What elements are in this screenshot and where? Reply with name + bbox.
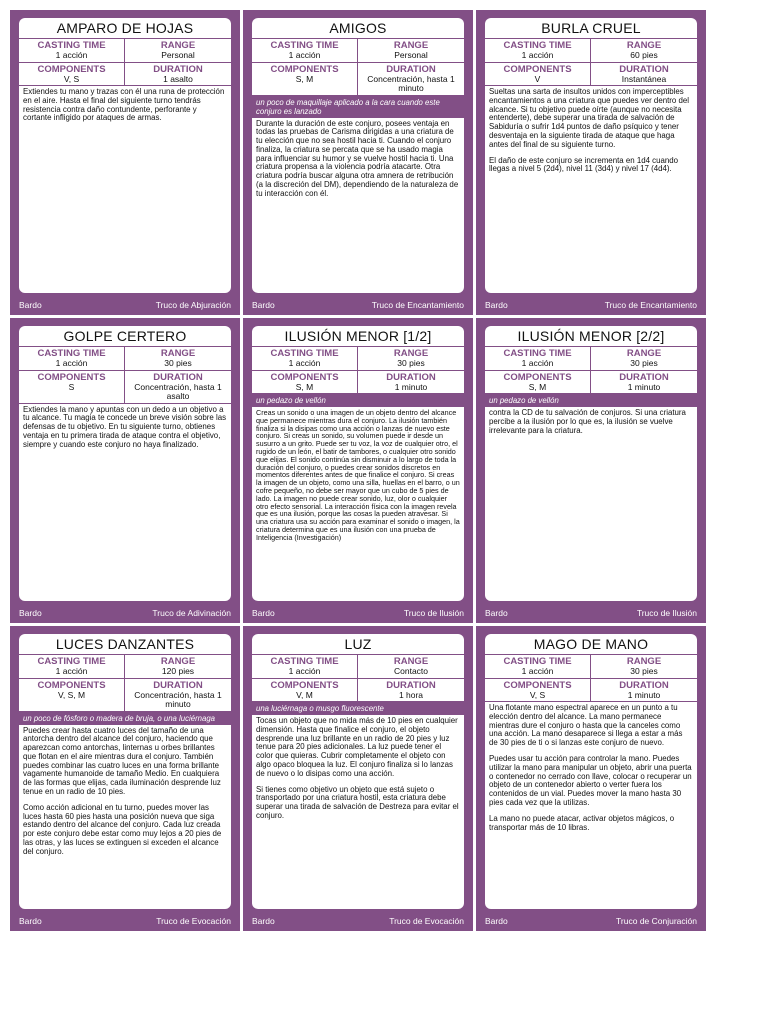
spell-class: Bardo bbox=[19, 608, 42, 618]
spell-title: ILUSIÓN MENOR [1/2] bbox=[252, 326, 464, 347]
spell-class: Bardo bbox=[485, 608, 508, 618]
card-footer bbox=[485, 297, 697, 313]
spell-class: Bardo bbox=[485, 916, 508, 926]
duration-cell bbox=[358, 63, 464, 96]
spell-card bbox=[243, 10, 473, 315]
casting-time-value: 1 acción bbox=[521, 358, 554, 368]
spell-title: AMPARO DE HOJAS bbox=[19, 18, 231, 39]
card-face bbox=[485, 326, 697, 601]
spell-card bbox=[476, 626, 706, 931]
spell-stats bbox=[19, 39, 231, 86]
spell-card bbox=[476, 10, 706, 315]
spell-school: Truco de Ilusión bbox=[636, 608, 697, 618]
spell-title: MAGO DE MANO bbox=[485, 634, 697, 655]
spell-stats bbox=[485, 655, 697, 702]
components-value: S, M bbox=[295, 381, 314, 392]
duration-value: 1 minuto bbox=[627, 689, 661, 700]
components-value: S, M bbox=[528, 381, 547, 392]
spell-class: Bardo bbox=[252, 916, 275, 926]
spell-stats bbox=[19, 347, 231, 404]
range-cell bbox=[358, 655, 464, 679]
spell-description bbox=[19, 725, 231, 857]
casting-time-cell bbox=[19, 39, 125, 63]
duration-value: Concentración, hasta 1 asalto bbox=[134, 381, 222, 401]
card-footer bbox=[252, 605, 464, 621]
spell-description bbox=[485, 86, 697, 174]
spell-stats bbox=[485, 347, 697, 394]
spell-school: Truco de Evocación bbox=[156, 916, 231, 926]
components-cell bbox=[485, 63, 591, 87]
range-cell bbox=[591, 39, 697, 63]
spell-description bbox=[19, 404, 231, 450]
casting-time-value: 1 acción bbox=[288, 358, 321, 368]
description-paragraph: Una flotante mano espectral aparece en un punto a tu elección dentro del alcance. La mano permanece mientras dure el conjuro o hasta que la canceles como una acción. La mano desaparece si llega a estar a más de 30 pies de ti o si lanzas este conjuro de nuevo. bbox=[489, 703, 683, 748]
description-paragraph: Puedes usar tu acción para controlar la mano. Puedes utilizar la mano para manipular un objeto, abrir una puerta o contenedor no cerrado con llave, colocar o recuperar un objeto de un contenedor abierto o verter fuera los contenidos de un vial. Puedes mover la mano hasta 30 pies cada vez que la utilizas. bbox=[489, 753, 692, 807]
range-label: RANGE bbox=[393, 348, 429, 359]
spell-description bbox=[252, 715, 464, 821]
duration-label: DURATION bbox=[619, 371, 669, 383]
components-cell bbox=[485, 679, 591, 703]
card-face bbox=[485, 18, 697, 293]
duration-cell bbox=[125, 63, 231, 87]
range-value: 30 pies bbox=[630, 358, 658, 368]
components-label: COMPONENTS bbox=[503, 63, 572, 75]
casting-time-value: 1 acción bbox=[521, 50, 554, 60]
components-label: COMPONENTS bbox=[503, 371, 572, 383]
duration-value: 1 minuto bbox=[394, 381, 428, 392]
duration-cell bbox=[358, 679, 464, 703]
casting-time-label: CASTING TIME bbox=[270, 40, 339, 51]
card-face bbox=[485, 634, 697, 909]
description-paragraph: Tocas un objeto que no mida más de 10 pies en cualquier dimensión. Hasta que finalice el conjuro, el objeto desprende una luz brillante en un radio de 20 pies y luz tenue para 20 pies adicionales. La luz puede tener el color que quieras. Cubrir completamente el objeto con algo opaco bloquea la luz. El conjuro finaliza si lo lanzas de nuevo o lo disipas como una acción. bbox=[256, 716, 458, 778]
casting-time-value: 1 acción bbox=[55, 358, 88, 368]
components-cell bbox=[19, 63, 125, 87]
spell-title: BURLA CRUEL bbox=[485, 18, 697, 39]
spell-class: Bardo bbox=[485, 300, 508, 310]
spell-card-sheet bbox=[10, 10, 708, 931]
range-cell bbox=[358, 39, 464, 63]
spell-class: Bardo bbox=[19, 300, 42, 310]
material-component: una luciérnaga o musgo fluorescente bbox=[252, 702, 464, 715]
components-cell bbox=[19, 371, 125, 404]
spell-title: GOLPE CERTERO bbox=[19, 326, 231, 347]
card-face bbox=[252, 634, 464, 909]
components-cell bbox=[252, 371, 358, 395]
casting-time-label: CASTING TIME bbox=[503, 40, 572, 51]
spell-card bbox=[10, 318, 240, 623]
spell-school: Truco de Evocación bbox=[389, 916, 464, 926]
duration-cell bbox=[125, 679, 231, 712]
description-paragraph: Puedes crear hasta cuatro luces del tamaño de una antorcha dentro del alcance del conjuro, haciendo que aparezcan como antorchas, linternas u orbes brillantes que flotan en el aire mientras dura el conjuro. También puedes combinar las cuatro luces en una forma brillante vagamente humanoide de tamaño Medio. En cualquiera de las formas que elijas, cada iluminación desprende luz tenue en un radio de 10 pies. bbox=[23, 725, 221, 797]
duration-label: DURATION bbox=[619, 679, 669, 691]
duration-cell bbox=[591, 63, 697, 87]
card-face bbox=[19, 634, 231, 909]
duration-value: Instantánea bbox=[621, 73, 667, 84]
description-paragraph: Durante la duración de este conjuro, posees ventaja en todas las pruebas de Carisma dirigidas a una criatura de tu elección que no sea hostil hacia ti. Cuando el conjuro finaliza, la criatura se percata que se ha usado magia para influenciar su humor y se vuelve hostil hacia ti. Una criatura propensa a la violencia podría atacarte. Otra criatura podría buscar alguna otra amnera de retribución (a la discreción del DM), dependiendo de la naturaleza de tu interacción con él. bbox=[256, 118, 459, 198]
range-cell bbox=[591, 655, 697, 679]
duration-label: DURATION bbox=[153, 63, 203, 75]
card-face bbox=[252, 18, 464, 293]
duration-label: DURATION bbox=[386, 679, 436, 691]
spell-title: AMIGOS bbox=[252, 18, 464, 39]
components-value: V, S bbox=[63, 73, 80, 84]
card-footer bbox=[485, 605, 697, 621]
spell-description bbox=[485, 702, 697, 832]
casting-time-cell bbox=[485, 39, 591, 63]
components-cell bbox=[485, 371, 591, 395]
components-value: V, S bbox=[529, 689, 546, 700]
casting-time-cell bbox=[19, 655, 125, 679]
components-value: V, S, M bbox=[57, 689, 86, 700]
description-paragraph: Extiendes tu mano y trazas con él una runa de protección en el aire. Hasta el final del siguiente turno tendrás resistencia contra daño contundente, perforante y cortante infligido por ataques de armas. bbox=[23, 87, 225, 123]
casting-time-label: CASTING TIME bbox=[270, 348, 339, 359]
casting-time-value: 1 acción bbox=[521, 666, 554, 676]
components-label: COMPONENTS bbox=[503, 679, 572, 691]
spell-school: Truco de Encantamiento bbox=[371, 300, 464, 310]
range-value: Personal bbox=[394, 50, 428, 60]
components-value: V, M bbox=[296, 689, 313, 700]
spell-school: Truco de Abjuración bbox=[155, 300, 231, 310]
casting-time-label: CASTING TIME bbox=[270, 656, 339, 667]
range-label: RANGE bbox=[626, 348, 662, 359]
range-label: RANGE bbox=[626, 40, 662, 51]
casting-time-value: 1 acción bbox=[288, 666, 321, 676]
components-value: V bbox=[534, 73, 541, 84]
duration-value: 1 minuto bbox=[627, 381, 661, 392]
card-footer bbox=[252, 297, 464, 313]
casting-time-label: CASTING TIME bbox=[503, 348, 572, 359]
material-component: un poco de maquillaje aplicado a la cara cuando este conjuro es lanzado bbox=[252, 96, 464, 118]
spell-card bbox=[10, 626, 240, 931]
range-value: 60 pies bbox=[630, 50, 658, 60]
description-paragraph: Si tienes como objetivo un objeto que está sujeto o transportado por una criatura hostil, esta criatura debe superar una tirada de salvación de Destreza para evitar el conjuro. bbox=[256, 784, 459, 820]
duration-label: DURATION bbox=[619, 63, 669, 75]
casting-time-cell bbox=[485, 655, 591, 679]
spell-school: Truco de Encantamiento bbox=[604, 300, 697, 310]
duration-label: DURATION bbox=[153, 679, 203, 691]
casting-time-cell bbox=[252, 655, 358, 679]
casting-time-cell bbox=[252, 347, 358, 371]
card-footer bbox=[19, 297, 231, 313]
description-paragraph: Extiendes la mano y apuntas con un dedo a un objetivo a tu alcance. Tu magia te concede un breve visión sobre las defensas de tu objetivo. En tu siguiente turno, obtienes ventaja en tu primera tirada de ataque contra el objetivo, siempre y cuando este conjuro no haya finalizado. bbox=[23, 404, 227, 449]
components-value: S, M bbox=[295, 73, 314, 84]
range-cell bbox=[125, 655, 231, 679]
casting-time-label: CASTING TIME bbox=[37, 40, 106, 51]
range-value: 30 pies bbox=[164, 358, 192, 368]
spell-stats bbox=[252, 347, 464, 394]
components-cell bbox=[252, 679, 358, 703]
material-component: un poco de fósforo o madera de bruja, o una luciérnaga bbox=[19, 712, 231, 725]
card-footer bbox=[485, 913, 697, 929]
description-paragraph: Como acción adicional en tu turno, puedes mover las luces hasta 60 pies hasta una posición nueva que siga estando dentro del alcance del conjuro. Cada luz creada por este conjuro debe estar como muy lejos a 20 pies de las otras, y las luces se extinguen si exceden el alcance del conjuro. bbox=[23, 802, 222, 856]
spell-card bbox=[476, 318, 706, 623]
range-label: RANGE bbox=[160, 348, 196, 359]
duration-value: Concentración, hasta 1 minuto bbox=[367, 73, 455, 93]
card-footer bbox=[19, 913, 231, 929]
spell-stats bbox=[19, 655, 231, 712]
casting-time-cell bbox=[485, 347, 591, 371]
range-value: 30 pies bbox=[397, 358, 425, 368]
casting-time-label: CASTING TIME bbox=[37, 348, 106, 359]
description-paragraph: contra la CD de tu salvación de conjuros. Si una criatura percibe a la ilusión por lo que es, la ilusión se vuelve irrelevante para la criatura. bbox=[489, 408, 686, 435]
duration-label: DURATION bbox=[153, 371, 203, 383]
spell-school: Truco de Ilusión bbox=[403, 608, 464, 618]
range-cell bbox=[358, 347, 464, 371]
range-value: Contacto bbox=[393, 666, 429, 676]
range-cell bbox=[125, 347, 231, 371]
range-value: 120 pies bbox=[161, 666, 195, 676]
spell-description bbox=[485, 407, 697, 435]
range-label: RANGE bbox=[160, 40, 196, 51]
spell-stats bbox=[252, 655, 464, 702]
spell-school: Truco de Adivinación bbox=[152, 608, 231, 618]
spell-stats bbox=[485, 39, 697, 86]
casting-time-value: 1 acción bbox=[288, 50, 321, 60]
components-label: COMPONENTS bbox=[37, 63, 106, 75]
range-label: RANGE bbox=[626, 656, 662, 667]
spell-card bbox=[243, 626, 473, 931]
card-face bbox=[252, 326, 464, 601]
card-footer bbox=[19, 605, 231, 621]
duration-cell bbox=[591, 371, 697, 395]
description-paragraph: Creas un sonido o una imagen de un objeto dentro del alcance que permanece mientras dura el conjuro. La ilusión también finaliza si la disipas como una acción o lanzas de nuevo este conjuro. Si creas un sonido, su volumen puede ir desde un susurro a un grito. Puede ser tu voz, la voz de cualquier otro, el rugido de un león, el batir de tambores, o cualquier otro sonido que elijas. El sonido continúa sin disminuir a lo largo de toda la duración del conjuro, o puedes crear sonidos discretos en momentos diferentes antes de que finalice el conjuro. Si creas la imagen de un objeto, como una silla, huellas en el barro, o un cofre pequeño, no debe ser mayor que un cubo de 5 pies de lado. La imagen no puede crear sonido, luz, olor o cualquier otro efecto sensorial. La interacción física con la imagen revela que es una ilusión, porque las cosas la pueden atravesar. Si una criatura usa su acción para examinar el sonido o imagen, la criatura determina que es una ilusión con una prueba de Inteligencia (Investigación) bbox=[256, 408, 460, 542]
range-cell bbox=[125, 39, 231, 63]
components-label: COMPONENTS bbox=[37, 679, 106, 691]
material-component: un pedazo de vellón bbox=[252, 394, 464, 407]
casting-time-label: CASTING TIME bbox=[37, 656, 106, 667]
duration-value: 1 hora bbox=[398, 689, 424, 700]
spell-card bbox=[243, 318, 473, 623]
range-label: RANGE bbox=[393, 656, 429, 667]
duration-cell bbox=[591, 679, 697, 703]
components-cell bbox=[252, 63, 358, 96]
range-cell bbox=[591, 347, 697, 371]
description-paragraph: La mano no puede atacar, activar objetos mágicos, o transportar más de 10 libras. bbox=[489, 813, 675, 832]
casting-time-label: CASTING TIME bbox=[503, 656, 572, 667]
description-paragraph: El daño de este conjuro se incrementa en 1d4 cuando llegas a nivel 5 (2d4), nivel 11 (3d4) y nivel 17 (4d4). bbox=[489, 155, 679, 174]
spell-class: Bardo bbox=[252, 608, 275, 618]
duration-value: Concentración, hasta 1 minuto bbox=[134, 689, 222, 709]
casting-time-value: 1 acción bbox=[55, 666, 88, 676]
components-value: S bbox=[68, 381, 75, 392]
card-face bbox=[19, 18, 231, 293]
description-paragraph: Sueltas una sarta de insultos unidos con imperceptibles encantamientos a una criatura que puedes ver dentro del alcance. Si tu objetivo puede oírte (aunque no necesita entenderte), debe superar una tirada de salvación de Sabiduría o sufrir 1d4 puntos de daño psíquico y tener desventaja en la siguiente tirada de ataque que haga antes del final de su siguiente turno. bbox=[489, 87, 690, 149]
range-label: RANGE bbox=[393, 40, 429, 51]
components-cell bbox=[19, 679, 125, 712]
card-footer bbox=[252, 913, 464, 929]
components-label: COMPONENTS bbox=[270, 63, 339, 75]
spell-school: Truco de Conjuración bbox=[616, 916, 697, 926]
spell-stats bbox=[252, 39, 464, 96]
duration-label: DURATION bbox=[386, 371, 436, 383]
casting-time-value: 1 acción bbox=[55, 50, 88, 60]
spell-title: ILUSIÓN MENOR [2/2] bbox=[485, 326, 697, 347]
duration-cell bbox=[125, 371, 231, 404]
components-label: COMPONENTS bbox=[270, 371, 339, 383]
spell-card bbox=[10, 10, 240, 315]
spell-description bbox=[252, 118, 464, 199]
casting-time-cell bbox=[252, 39, 358, 63]
range-label: RANGE bbox=[160, 656, 196, 667]
spell-title: LUZ bbox=[252, 634, 464, 655]
duration-cell bbox=[358, 371, 464, 395]
material-component: un pedazo de vellón bbox=[485, 394, 697, 407]
range-value: Personal bbox=[161, 50, 195, 60]
components-label: COMPONENTS bbox=[37, 371, 106, 383]
card-face bbox=[19, 326, 231, 601]
duration-value: 1 asalto bbox=[163, 73, 193, 84]
duration-label: DURATION bbox=[386, 63, 436, 75]
range-value: 30 pies bbox=[630, 666, 658, 676]
spell-title: LUCES DANZANTES bbox=[19, 634, 231, 655]
spell-description bbox=[19, 86, 231, 123]
spell-description bbox=[252, 407, 464, 542]
spell-class: Bardo bbox=[252, 300, 275, 310]
casting-time-cell bbox=[19, 347, 125, 371]
components-label: COMPONENTS bbox=[270, 679, 339, 691]
spell-class: Bardo bbox=[19, 916, 42, 926]
